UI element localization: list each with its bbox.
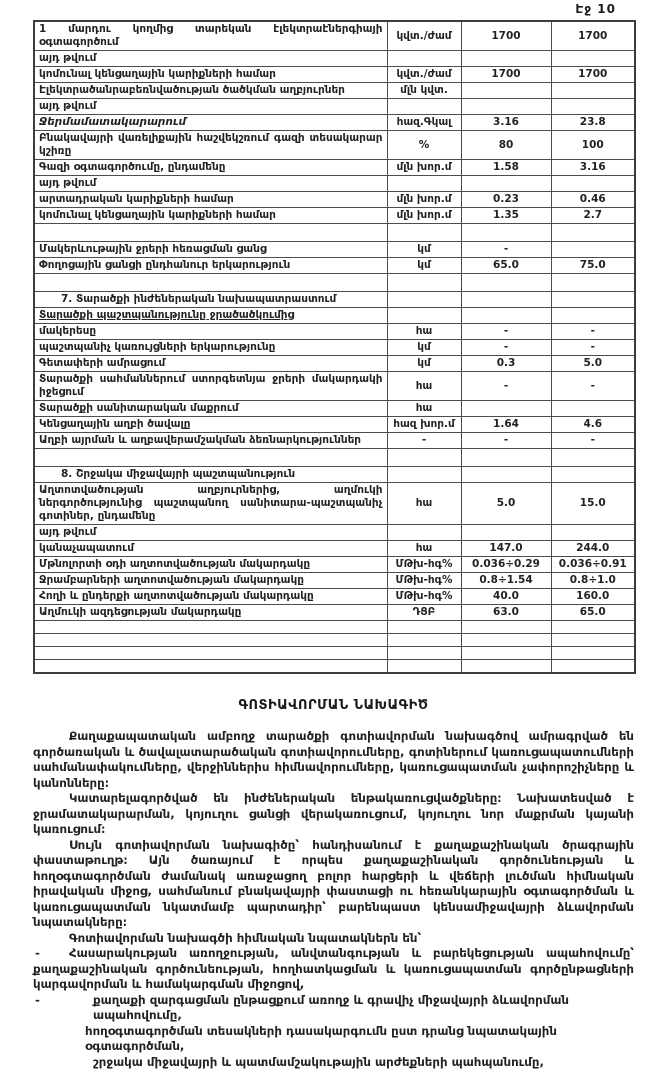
value-cell-2: 15.0 [551,483,635,525]
indicator-cell [34,274,387,292]
indicator-cell: Գազի օգտագործումը, ընդամենը [34,160,387,176]
indicator-cell [34,449,387,467]
value-cell-2: 2.7 [551,208,635,224]
value-cell-2 [551,176,635,192]
value-cell-1: 1.64 [461,417,551,433]
unit-cell: կվտ./ժամ [387,21,461,51]
indicator-cell: կոմունալ կենցաղային կարիքների համար [34,208,387,224]
value-cell-2: - [551,324,635,340]
indicator-cell: 8. Շրջակա միջավայրի պաշտպանություն [34,467,387,483]
unit-cell [387,224,461,242]
bullet-text: հողօգտագործման տեսակների դասակարգումն ըստ դրանց նպատակային օգտագործման, [85,1024,557,1054]
table-row [34,258,635,274]
unit-cell: հա [387,483,461,525]
unit-cell [387,51,461,67]
table-row [34,525,635,541]
indicator-cell: Ջրամբարների աղտոտվածության մակարդակը [34,573,387,589]
value-cell-2 [551,660,635,674]
table-row [34,483,635,525]
unit-cell: ՄԹխ-հգ% [387,573,461,589]
value-cell-2: 0.46 [551,192,635,208]
underlined-label: Տարածքի պաշտպանությունը ջրածածկումից [39,309,294,321]
value-cell-1 [461,176,551,192]
bullet-item [33,1055,634,1070]
unit-cell: կմ [387,340,461,356]
indicator-cell [34,634,387,647]
value-cell-2: 244.0 [551,541,635,557]
table-row [34,605,635,621]
unit-cell: մլն խոր.մ [387,208,461,224]
indicator-cell: պաշտպանիչ կառույցների երկարությունը [34,340,387,356]
value-cell-2: 4.6 [551,417,635,433]
value-cell-1 [461,274,551,292]
table-row [34,224,635,242]
unit-cell: մլն խոր.մ [387,160,461,176]
table-row [34,356,635,372]
table-row [34,647,635,660]
table-row [34,192,635,208]
indicator-cell: Աղտոտվածության աղբյուրներից, աղմուկի ներգործությունից պաշտպանող սանիտարա-պաշտպանիչ գոտիներ, ընդամենը [34,483,387,525]
value-cell-2: - [551,433,635,449]
indicator-cell [34,308,387,324]
indicator-cell: Մթնոլորտի օդի աղտոտվածության մակարդակը [34,557,387,573]
unit-cell [387,634,461,647]
unit-cell: հա [387,372,461,401]
value-cell-1 [461,308,551,324]
table-row [34,242,635,258]
indicator-cell: Աղբի այրման և աղբավերամշակման ձեռնարկություններ [34,433,387,449]
paragraph: Գոտիավորման նախագծի հիմնական նպատակներն են՝ [33,931,634,947]
unit-cell [387,292,461,308]
indicator-cell: Կենցաղային աղբի ծավալը [34,417,387,433]
indicator-cell: այդ թվում [34,99,387,115]
unit-cell: ՄԹխ-հգ% [387,557,461,573]
value-cell-2 [551,51,635,67]
indicator-cell [34,647,387,660]
indicator-cell [34,224,387,242]
indicator-cell: կոմունալ կենցաղային կարիքների համար [34,67,387,83]
value-cell-1: 0.036÷0.29 [461,557,551,573]
unit-cell: կմ [387,242,461,258]
value-cell-2: 0.8÷1.0 [551,573,635,589]
table-row [34,340,635,356]
value-cell-2 [551,83,635,99]
value-cell-1 [461,525,551,541]
table-row [34,99,635,115]
indicator-cell: Գետափերի ամրացում [34,356,387,372]
value-cell-1: 63.0 [461,605,551,621]
value-cell-1: 1.35 [461,208,551,224]
indicator-cell: այդ թվում [34,51,387,67]
unit-cell [387,647,461,660]
value-cell-1 [461,83,551,99]
bullet-item [33,993,634,1024]
value-cell-2: 1700 [551,21,635,51]
value-cell-1 [461,292,551,308]
indicator-cell: Մակերևութային ջրերի հեռացման ցանց [34,242,387,258]
indicator-cell: Ջերմամատակարարում [34,115,387,131]
unit-cell [387,467,461,483]
value-cell-1: 1700 [461,21,551,51]
unit-cell [387,621,461,634]
bullet-text: քաղաքի զարգացման ընթացքում առողջ և գրավիչ միջավայրի ձևավորման ապահովումը, [93,993,569,1023]
unit-cell: կմ [387,258,461,274]
indicator-cell: այդ թվում [34,176,387,192]
indicator-cell: Տարածքի սահմաններում ստորգետնյա ջրերի մակարդակի իջեցում [34,372,387,401]
paragraph: Սույն գոտիավորման նախագիծը՝ հանդիսանում է քաղաքաշինական ծրագրային փաստաթուղթ։ Այն ծառայում է որպես քաղաքաշինական գործունեության և հողօգտագործման ժամանակ առաջացող բոլոր հարցերի և վեճերի լուծման հիմնական իրավական միջոց, սահմանում բնակավայրի փաստացի ու հեռանկարային օգտագործման և կառուցապատման նկատմամբ պարտադիր՝ բարենպաստ կենսամիջավայրի ձևավորման նպատակները։ [33,838,634,931]
value-cell-1: 80 [461,131,551,160]
indicator-cell [34,660,387,674]
value-cell-2 [551,224,635,242]
value-cell-1: 1700 [461,67,551,83]
paragraph: Կատարելագործված են ինժեներական ենթակառուցվածքները։ Նախատեսված է ջրամատակարարման, կոյուղու ցանցի վերակառուցում, կոյուղու նոր մաքրման կայանի կառուցում։ [33,791,634,838]
unit-cell [387,274,461,292]
table-row [34,115,635,131]
unit-cell: կվտ./ժամ [387,67,461,83]
value-cell-1: 0.3 [461,356,551,372]
value-cell-2: 75.0 [551,258,635,274]
table-row [34,176,635,192]
table-row [34,274,635,292]
bullet-text: շրջակա միջավայրի և պատմամշակութային արժեքների պահպանումը, [93,1055,544,1069]
indicator-cell: 1 մարդու կողմից տարեկան էլեկտրաէներգիայի օգտագործում [34,21,387,51]
unit-cell: հա [387,324,461,340]
value-cell-2: 1700 [551,67,635,83]
table-row [34,541,635,557]
paragraph: Քաղաքապատական ամբողջ տարածքի գոտիավորման նախագծով ամրագրված են գործառական և ծավալատարածական գոտիավորումները, գոտիներում կառուցապատումների սահմանափակումները, վերջիններիս հիմնավորումները, կառուցապատման չափորոշիչները և կանոնները։ [33,729,634,791]
spec-table-body [34,21,635,673]
value-cell-2: 0.036÷0.91 [551,557,635,573]
value-cell-2 [551,449,635,467]
indicator-cell: Էլեկտրածանրաբեռնվածության ծածկման աղբյուրներ [34,83,387,99]
unit-cell: հա [387,401,461,417]
table-row [34,292,635,308]
table-row [34,433,635,449]
bullet-dash-marker: - [35,946,40,962]
indicator-cell [34,621,387,634]
unit-cell [387,660,461,674]
value-cell-1: 0.23 [461,192,551,208]
table-row [34,160,635,176]
table-row [34,208,635,224]
value-cell-2 [551,621,635,634]
unit-cell: կմ [387,356,461,372]
value-cell-2: 3.16 [551,160,635,176]
unit-cell [387,99,461,115]
indicator-cell: այդ թվում [34,525,387,541]
unit-cell [387,176,461,192]
value-cell-2 [551,99,635,115]
value-cell-1 [461,467,551,483]
value-cell-1: - [461,324,551,340]
unit-cell: հազ խոր.մ [387,417,461,433]
indicator-cell: Փողոցային ցանցի ընդհանուր երկարություն [34,258,387,274]
spec-table [33,20,636,674]
unit-cell: հազ.Գկալ [387,115,461,131]
unit-cell [387,525,461,541]
indicator-cell: կանաչապատում [34,541,387,557]
indicator-cell: Բնակավայրի վառելիքային հաշվեկշռում գազի տեսակարար կշիռը [34,131,387,160]
bullet-dash-marker: - [35,993,40,1009]
table-row [34,401,635,417]
bullet-item [33,946,634,993]
table-row [34,308,635,324]
value-cell-2 [551,274,635,292]
value-cell-1: 1.58 [461,160,551,176]
value-cell-1: 147.0 [461,541,551,557]
table-row [34,660,635,674]
indicator-cell: Տարածքի սանիտարական մաքրում [34,401,387,417]
value-cell-1 [461,99,551,115]
value-cell-1 [461,621,551,634]
value-cell-1: 65.0 [461,258,551,274]
value-cell-2 [551,292,635,308]
value-cell-2 [551,242,635,258]
value-cell-1: 5.0 [461,483,551,525]
unit-cell: ԴՑԲ [387,605,461,621]
table-row [34,372,635,401]
unit-cell: ՄԹխ-հգ% [387,589,461,605]
table-row [34,467,635,483]
table-row [34,589,635,605]
value-cell-2: 65.0 [551,605,635,621]
value-cell-2: 160.0 [551,589,635,605]
table-row [34,417,635,433]
unit-cell: % [387,131,461,160]
value-cell-2 [551,308,635,324]
value-cell-1 [461,634,551,647]
zoning-text-block [33,729,634,1070]
value-cell-2: 100 [551,131,635,160]
unit-cell: հա [387,541,461,557]
value-cell-1: - [461,242,551,258]
unit-cell: մլն կվտ. [387,83,461,99]
value-cell-2 [551,467,635,483]
value-cell-2: 23.8 [551,115,635,131]
value-cell-1 [461,449,551,467]
value-cell-1 [461,51,551,67]
page-number: Էջ 10 [33,2,634,20]
value-cell-1: - [461,340,551,356]
indicator-cell: մակերեսը [34,324,387,340]
value-cell-1: - [461,433,551,449]
table-row [34,51,635,67]
value-cell-2 [551,634,635,647]
table-row [34,131,635,160]
bullet-text: Հասարակության առողջության, անվտանգության և բարեկեցության ապահովումը՝ քաղաքաշինական գործունեության, հողհատկացման և կառուցապատման գործընթացների կարգավորման և համակարգման միջոցով, [33,946,634,993]
value-cell-1 [461,224,551,242]
value-cell-1: 3.16 [461,115,551,131]
zoning-heading: ԳՈՏԻԱՎՈՐՄԱՆ ՆԱԽԱԳԻԾ [33,698,634,713]
table-row [34,324,635,340]
unit-cell [387,449,461,467]
table-row [34,449,635,467]
table-row [34,21,635,51]
indicator-cell: արտադրական կարիքների համար [34,192,387,208]
value-cell-2: - [551,340,635,356]
table-row [34,83,635,99]
value-cell-1: - [461,372,551,401]
indicator-cell: Աղմուկի ազդեցության մակարդակը [34,605,387,621]
table-row [34,573,635,589]
unit-cell: - [387,433,461,449]
table-row [34,621,635,634]
bullet-item [33,1024,634,1055]
value-cell-1: 0.8÷1.54 [461,573,551,589]
value-cell-2 [551,647,635,660]
value-cell-1 [461,401,551,417]
table-row [34,67,635,83]
value-cell-2 [551,401,635,417]
indicator-cell: Հողի և ընդերքի աղտոտվածության մակարդակը [34,589,387,605]
value-cell-1: 40.0 [461,589,551,605]
table-row [34,557,635,573]
value-cell-1 [461,660,551,674]
indicator-cell: 7. Տարածքի ինժեներական նախապատրաստում [34,292,387,308]
unit-cell [387,308,461,324]
unit-cell: մլն խոր.մ [387,192,461,208]
value-cell-1 [461,647,551,660]
value-cell-2: 5.0 [551,356,635,372]
table-row [34,634,635,647]
value-cell-2: - [551,372,635,401]
value-cell-2 [551,525,635,541]
